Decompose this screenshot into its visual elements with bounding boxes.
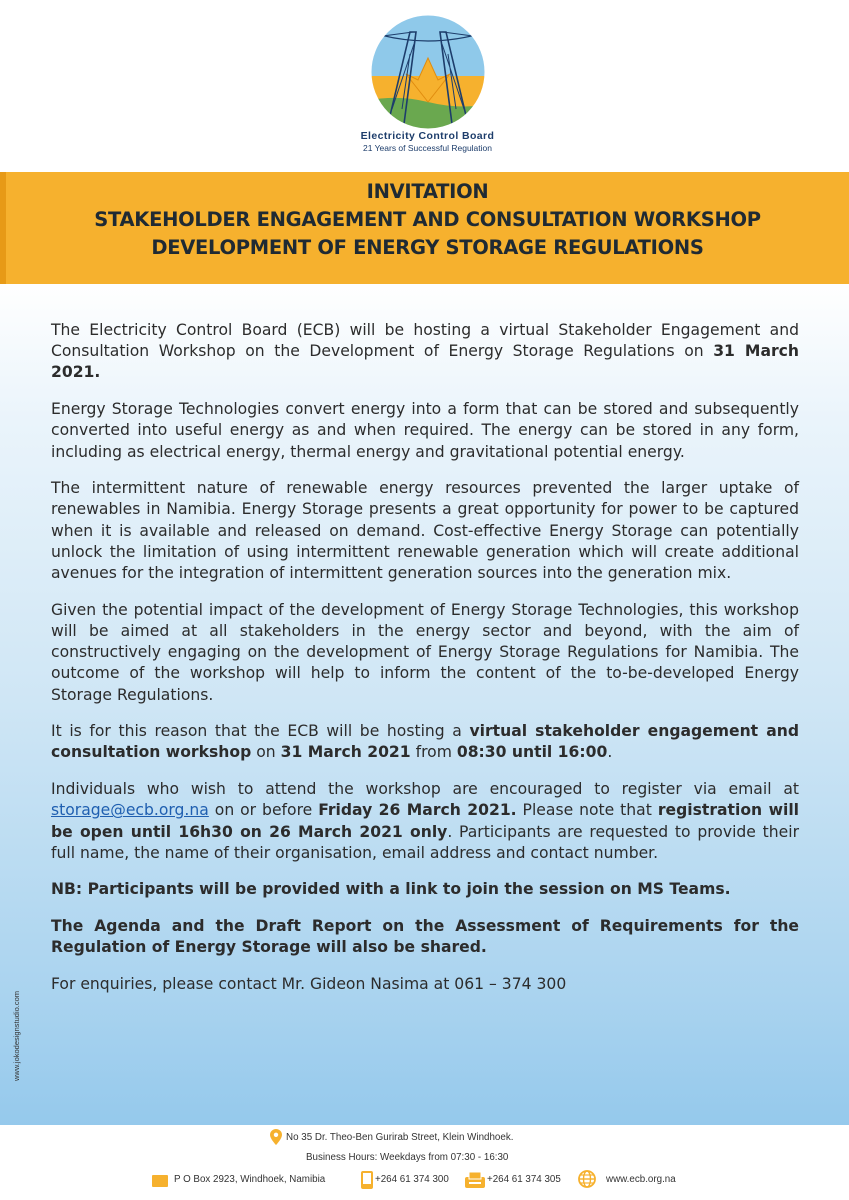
footer-phone: +264 61 374 300 bbox=[375, 1174, 449, 1185]
footer-address: No 35 Dr. Theo-Ben Gurirab Street, Klein Windhoek. bbox=[286, 1132, 514, 1143]
fax-icon bbox=[465, 1172, 485, 1188]
footer-fax: +264 61 374 305 bbox=[487, 1174, 561, 1185]
banner-invitation: INVITATION bbox=[366, 180, 489, 203]
paragraph-renewables: The intermittent nature of renewable energy resources prevented the larger uptake of renewables in Namibia. Energy Storage presents a great opportunity for power to be captured when it is available and released on demand. Cost-effective Energy Storage can potentially unlock the limitation of using intermittent renewable generation which will create additional avenues for the integration of intermittent generation sources into the generation mix. bbox=[51, 479, 799, 583]
paragraph-technologies: Energy Storage Technologies convert energy into a form that can be stored and subsequently converted into useful energy as and when required. The energy can be stored in any form, including as electrical energy, thermal energy and gravitational potential energy. bbox=[51, 400, 799, 461]
po-box-icon bbox=[152, 1175, 168, 1187]
footer-hours: Business Hours: Weekdays from 07:30 - 16:30 bbox=[306, 1152, 509, 1163]
paragraph-impact: Given the potential impact of the development of Energy Storage Technologies, this workshop will be aimed at all stakeholders in the energy sector and beyond, with the aim of constructively engaging on the development of Energy Storage Regulations for Namibia. The outcome of the workshop will help to inform the content of the to-be-developed Energy Storage Regulations. bbox=[51, 600, 799, 704]
phone-icon bbox=[361, 1171, 373, 1189]
ecb-logo-emblem-icon bbox=[348, 14, 508, 129]
storage-email-link[interactable]: storage@ecb.org.na bbox=[51, 801, 209, 820]
org-tagline: 21 Years of Successful Regulation bbox=[362, 143, 492, 153]
banner-subject: DEVELOPMENT OF ENERGY STORAGE REGULATIONS bbox=[151, 236, 704, 259]
paragraph-intro: The Electricity Control Board (ECB) will be hosting a virtual Stakeholder Engagement and Consultation Workshop on the Development of Energy Storage Regulations on 31 March 2021. bbox=[51, 321, 799, 382]
paragraph-workshop-details: It is for this reason that the ECB will be hosting a virtual stakeholder engagement and consultation workshop on 31 March 2021 from 08:30 until 16:00. bbox=[51, 722, 799, 762]
paragraph-registration: Individuals who wish to attend the workshop are encouraged to register via email at storage@ecb.org.na on or before Friday 26 March 2021. Please note that registration will be open until 16h30 on 26 March 2021 only. Participants are requested to provide their full name, the name of their organisation, email address and contact number. bbox=[51, 780, 800, 862]
globe-icon bbox=[578, 1170, 596, 1188]
contact-footer bbox=[0, 1125, 849, 1200]
org-name: Electricity Control Board bbox=[360, 130, 495, 142]
paragraph-enquiries: For enquiries, please contact Mr. Gideon Nasima at 061 – 374 300 bbox=[51, 975, 567, 994]
footer-website[interactable]: www.ecb.org.na bbox=[606, 1174, 676, 1185]
banner-workshop-title: STAKEHOLDER ENGAGEMENT AND CONSULTATION WORKSHOP bbox=[94, 208, 761, 231]
paragraph-nb: NB: Participants will be provided with a link to join the session on MS Teams. bbox=[51, 880, 731, 899]
title-banner bbox=[0, 172, 849, 284]
invitation-body bbox=[51, 320, 799, 1011]
location-pin-icon bbox=[270, 1129, 282, 1145]
ecb-logo bbox=[340, 14, 515, 153]
footer-po-box: P O Box 2923, Windhoek, Namibia bbox=[174, 1174, 326, 1185]
designer-credit: www.jokodesignstudio.com bbox=[12, 990, 21, 1081]
paragraph-agenda: The Agenda and the Draft Report on the Assessment of Requirements for the Regulation of Energy Storage will also be shared. bbox=[51, 917, 799, 957]
